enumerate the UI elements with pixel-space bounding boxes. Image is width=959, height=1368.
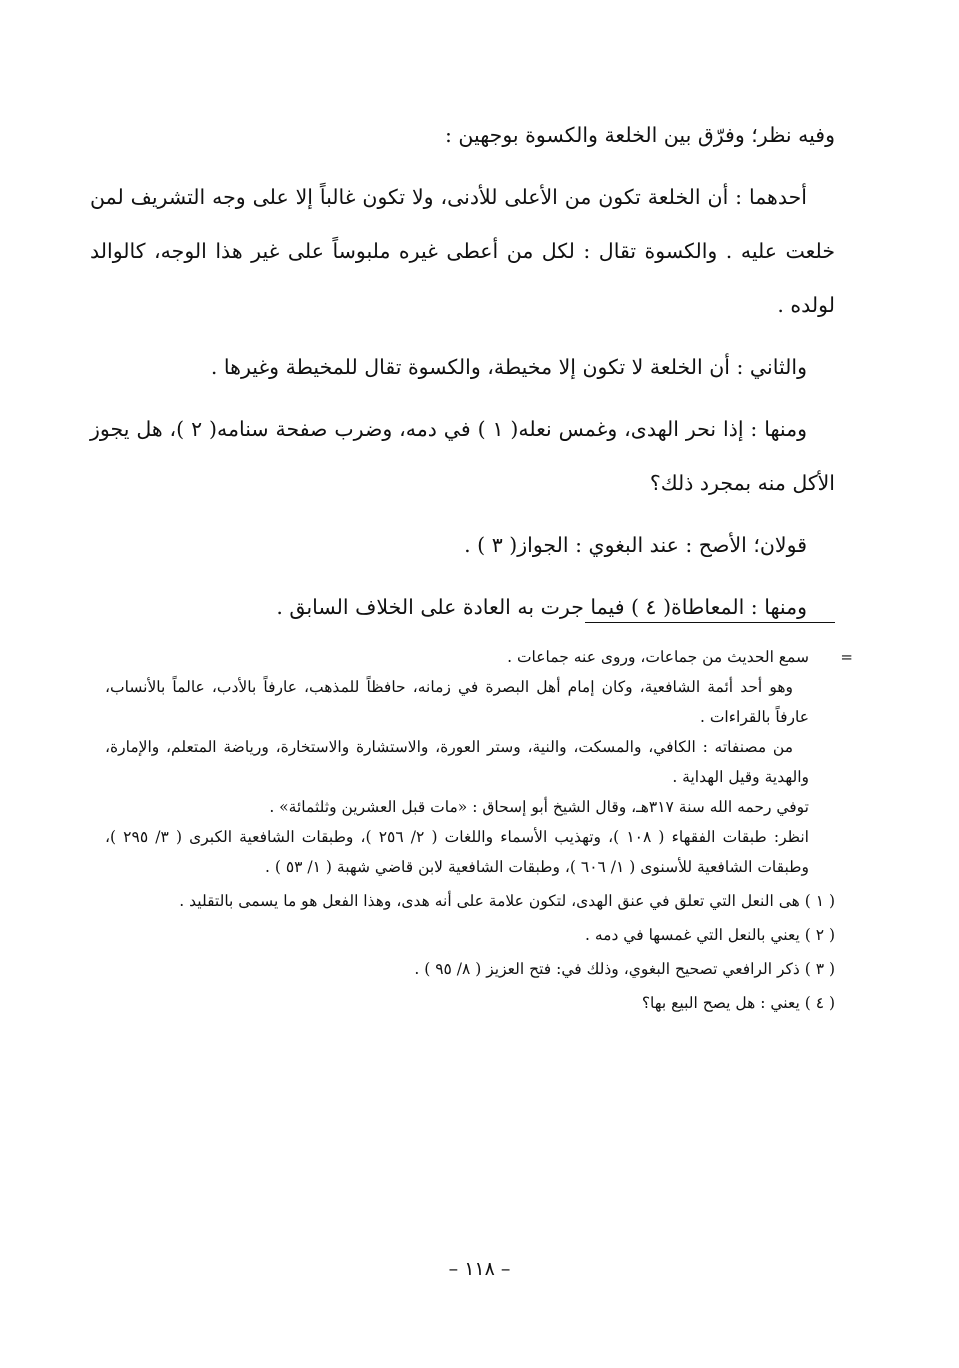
footnote-continuation-line-2: وهو أحد أئمة الشافعية، وكان إمام أهل البصرة في زمانه، حافظاً للمذهب، عارفاً بالأدب، عالماً بالأنساب، عارفاً بالقراءات .	[105, 678, 809, 726]
footnote-4: ( ٤ ) يعني : هل يصح البيع بها؟	[641, 994, 835, 1012]
paragraph-1: وفيه نظر؛ وفرّق بين الخلعة والكسوة بوجهين :	[445, 123, 835, 147]
footnote-continuation-line-3: من مصنفاته : الكافي، والمسكت، والنية، وستر العورة، والاستشارة والاستخارة، ورياضة المتعلم، والإمارة، والهدية وقيل الهداية .	[105, 738, 809, 786]
paragraph-3: والثاني : أن الخلعة لا تكون إلا مخيطة، والكسوة تقال للمخيطة وغيرها .	[210, 355, 807, 379]
footnote-continuation-line-1: سمع الحديث من جماعات، وروى عنه جماعات .	[507, 648, 809, 666]
footnote-continuation	[105, 642, 853, 882]
footnote-3: ( ٣ ) ذكر الرافعي تصحيح البغوي، وذلك في: فتح العزيز ( ٨/ ٩٥ ) .	[414, 960, 835, 978]
footnote-1: ( ١ ) هى النعل التي تعلق في عنق الهدى، لتكون علامة على أنه هدى، وهذا الفعل هو ما يسمى بالتقليد .	[179, 892, 835, 910]
continuation-mark: =	[840, 648, 853, 666]
paragraph-4: ومنها : إذا نحر الهدى، وغمس نعله( ١ ) في دمه، وضرب صفحة سنامه( ٢ )، هل يجوز الأكل منه بمجرد ذلك؟	[90, 417, 835, 495]
footnote-2: ( ٢ ) يعني بالنعل التي غمسها في دمه .	[585, 926, 835, 944]
paragraph-6: ومنها : المعاطاة( ٤ ) فيما جرت به العادة على الخلاف السابق .	[276, 595, 807, 619]
page-number: – ١١٨ –	[448, 1258, 511, 1280]
paragraph-5: قولان؛ الأصح : عند البغوي : الجواز( ٣ ) .	[464, 533, 807, 557]
paragraph-2: أحدهما : أن الخلعة تكون من الأعلى للأدنى، ولا تكون غالباً إلا على وجه التشريف لمن خلعت عليه . والكسوة تقال : لكل من أعطى غيره ملبوساً على غير هذا الوجه، كالوالد لولده .	[90, 185, 835, 317]
footnote-continuation-line-4: توفي رحمه الله سنة ٣١٧هـ، وقال الشيخ أبو إسحاق : «مات قبل العشرين وثلثمائة» .	[269, 798, 809, 816]
footnote-divider	[585, 622, 835, 623]
footnote-continuation-line-5: انظر: طبقات الفقهاء ( ١٠٨ )، وتهذيب الأسماء واللغات ( ٢/ ٢٥٦ )، وطبقات الشافعية الكبرى ( ٣/ ٢٩٥ )، وطبقات الشافعية للأسنوى ( ١/ ٦٠٦ )، وطبقات الشافعية لابن قاضي شهبة ( ١/ ٥٣ ) .	[105, 828, 809, 876]
main-text	[90, 108, 835, 634]
footnotes	[105, 642, 853, 1018]
